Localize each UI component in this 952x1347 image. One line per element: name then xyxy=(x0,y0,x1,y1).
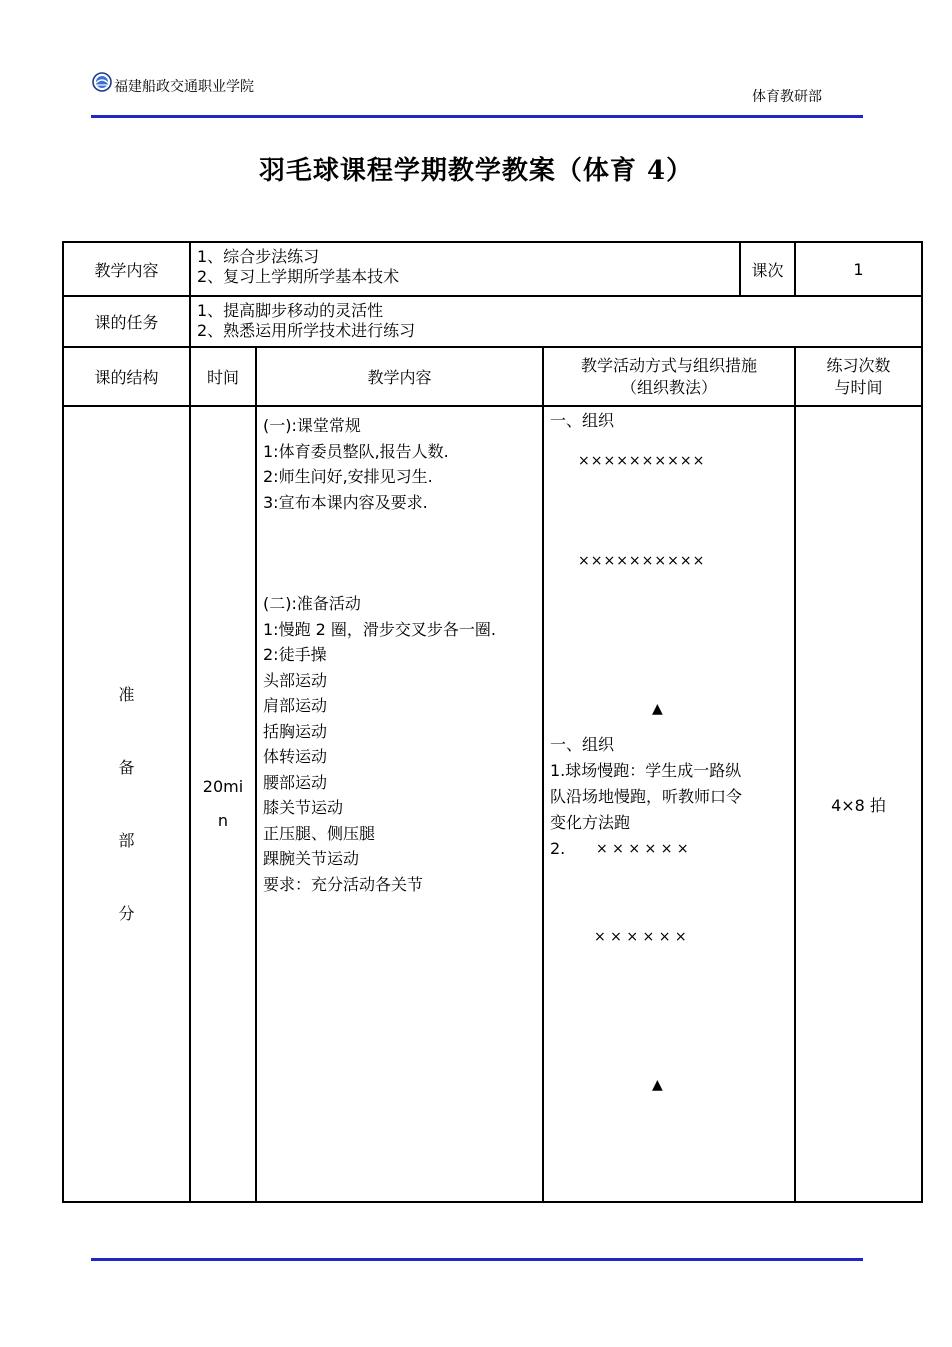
lesson-plan-table xyxy=(62,241,923,1203)
time-cell xyxy=(190,406,256,1202)
stage-char: 准 xyxy=(118,685,135,704)
content-item: 2:徒手操 xyxy=(263,645,327,664)
header-method-line: （组织教法） xyxy=(620,377,717,397)
stage-char: 备 xyxy=(118,758,135,777)
teacher-marker-icon: ▲ xyxy=(652,701,663,717)
content-item: (二):准备活动 xyxy=(263,594,361,613)
content-item: 括胸运动 xyxy=(263,721,328,741)
content-item: 肩部运动 xyxy=(263,696,328,715)
formation-row: × × × × × × xyxy=(596,841,689,857)
header-time: 时间 xyxy=(190,347,256,406)
lesson-tasks-value xyxy=(190,296,922,347)
document-title: 羽毛球课程学期教学教案（体育 4） xyxy=(258,156,694,186)
time-line: 20mi xyxy=(202,777,244,796)
org-description-line: 队沿场地慢跑，听教师口令 xyxy=(550,787,743,806)
content-cell xyxy=(256,406,543,1202)
lesson-number-label: 课次 xyxy=(740,242,795,296)
content-item: 膝关节运动 xyxy=(263,798,344,817)
content-item: 1:慢跑 2 圈，滑步交叉步各一圈. xyxy=(263,619,497,639)
content-item: 要求：充分活动各关节 xyxy=(263,874,424,894)
content-item: 1:体育委员整队,报告人数. xyxy=(263,441,449,461)
header-practice-line: 练习次数 xyxy=(826,355,891,375)
org-description-line: 变化方法跑 xyxy=(550,813,631,832)
stage-char: 分 xyxy=(118,904,135,923)
org-heading: 一、组织 xyxy=(550,735,615,754)
header-practice xyxy=(795,347,922,406)
school-emblem-icon xyxy=(92,72,112,92)
formation-row: × × × × × × xyxy=(594,929,687,945)
header-structure: 课的结构 xyxy=(63,347,190,406)
header-practice-line: 与时间 xyxy=(834,377,883,397)
header-content: 教学内容 xyxy=(256,347,543,406)
teaching-content-label: 教学内容 xyxy=(63,242,190,296)
teaching-content-line: 1、综合步法练习 xyxy=(197,247,320,266)
content-item: 踝腕关节运动 xyxy=(263,849,360,868)
lesson-task-line: 1、提高脚步移动的灵活性 xyxy=(197,301,384,320)
stage-label xyxy=(63,406,190,1202)
row-teaching-content xyxy=(63,242,922,296)
formation-row: ×××××××××× xyxy=(578,453,706,469)
school-name: 福建船政交通职业学院 xyxy=(114,79,254,95)
content-item: 2:师生问好,安排见习生. xyxy=(263,467,433,486)
row-column-headers xyxy=(63,347,922,406)
teacher-marker-icon: ▲ xyxy=(652,1077,663,1093)
organization-cell xyxy=(543,406,795,1202)
row-preparation-part xyxy=(63,406,922,1202)
content-item: 腰部运动 xyxy=(263,772,328,792)
header-method-line: 教学活动方式与组织措施 xyxy=(580,355,757,375)
header-rule xyxy=(91,115,863,118)
formation-row: ×××××××××× xyxy=(578,553,706,569)
stage-char: 部 xyxy=(118,831,135,850)
practice-cell: 4×8 拍 xyxy=(795,406,922,1202)
teaching-content-line: 2、复习上学期所学基本技术 xyxy=(197,267,400,286)
header-method xyxy=(543,347,795,406)
row-lesson-tasks xyxy=(63,296,922,347)
content-item: 头部运动 xyxy=(263,670,328,690)
lesson-task-line: 2、熟悉运用所学技术进行练习 xyxy=(197,321,416,340)
content-item: (一):课堂常规 xyxy=(263,416,361,435)
header-school xyxy=(92,76,254,96)
department-name: 体育教研部 xyxy=(752,89,822,105)
content-item: 正压腿、侧压腿 xyxy=(263,823,376,843)
lesson-tasks-label: 课的任务 xyxy=(63,296,190,347)
footer-rule xyxy=(91,1258,863,1261)
content-spacer xyxy=(263,515,536,591)
teaching-content-value xyxy=(190,242,740,296)
content-item: 3:宣布本课内容及要求. xyxy=(263,492,428,512)
content-item: 体转运动 xyxy=(263,747,328,766)
org-description-line: 1.球场慢跑：学生成一路纵 xyxy=(550,761,742,780)
lesson-number-value: 1 xyxy=(795,242,922,296)
org-item-label: 2. xyxy=(550,839,566,858)
org-heading: 一、组织 xyxy=(550,411,615,430)
time-line: n xyxy=(217,811,229,830)
